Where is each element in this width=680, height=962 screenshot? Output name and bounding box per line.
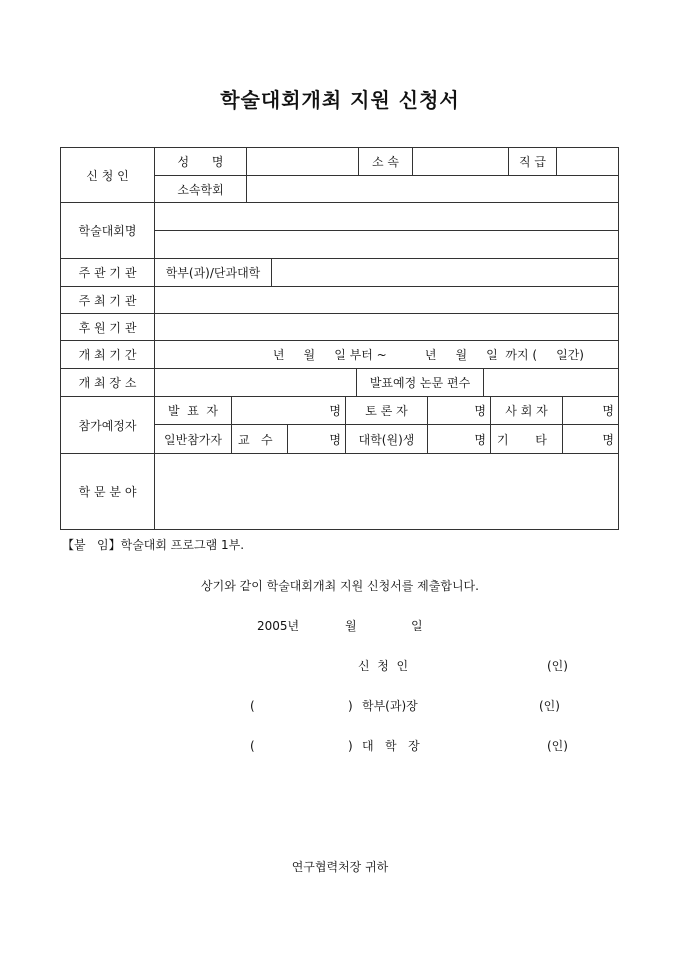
general-label: 일반참가자: [154, 424, 232, 454]
presenter-label: 발 표 자: [154, 396, 232, 425]
applicant-label: 신 청 인: [60, 147, 155, 203]
applicant-signature-label: 신 청 인: [358, 659, 409, 673]
students-count[interactable]: 명: [427, 424, 491, 454]
sponsor-field[interactable]: [154, 313, 619, 341]
papers-field[interactable]: [483, 368, 619, 397]
conference-name-label: 학술대회명: [60, 202, 155, 259]
statement: 상기와 같이 학술대회개최 지원 신청서를 제출합니다.: [201, 579, 479, 593]
moderator-label: 사 회 자: [490, 396, 563, 425]
professor-count[interactable]: 명: [287, 424, 346, 454]
dean-label: 대 학 장: [362, 739, 420, 753]
students-label: 대학(원)생: [345, 424, 428, 454]
date-year: 2005년: [257, 619, 300, 633]
field-label: 학 문 분 야: [60, 453, 155, 530]
venue-label: 개 최 장 소: [60, 368, 155, 397]
participants-label: 참가예정자: [60, 396, 155, 454]
dean-open-paren: (: [250, 739, 255, 753]
others-count[interactable]: 명: [562, 424, 619, 454]
date-day: 일: [411, 619, 423, 633]
rank-field[interactable]: [556, 147, 619, 176]
organizer-unit-label: 학부(과)/단과대학: [154, 258, 272, 287]
host-label: 주 최 기 관: [60, 286, 155, 314]
affiliation-label: 소 속: [358, 147, 413, 176]
society-label: 소속학회: [154, 175, 247, 203]
dept-close-paren: ): [348, 699, 353, 713]
field-input[interactable]: [154, 453, 619, 530]
document-title: 학술대회개최 지원 신청서: [220, 88, 460, 112]
addressee: 연구협력처장 귀하: [291, 860, 389, 874]
host-field[interactable]: [154, 286, 619, 314]
rank-label: 직 급: [508, 147, 557, 176]
dean-seal: (인): [547, 739, 568, 753]
venue-field[interactable]: [154, 368, 357, 397]
date-month: 월: [345, 619, 357, 633]
discussant-count[interactable]: 명: [427, 396, 491, 425]
attachment-note: 【붙 임】학술대회 프로그램 1부.: [62, 538, 245, 552]
name-field[interactable]: [246, 147, 359, 176]
affiliation-field[interactable]: [412, 147, 509, 176]
discussant-label: 토 론 자: [345, 396, 428, 425]
sponsor-label: 후 원 기 관: [60, 313, 155, 341]
conference-name-field-2[interactable]: [154, 230, 619, 259]
others-label: 기 타: [490, 424, 563, 454]
organizer-label: 주 관 기 관: [60, 258, 155, 287]
applicant-seal: (인): [547, 659, 568, 673]
dept-head-seal: (인): [539, 699, 560, 713]
dean-close-paren: ): [348, 739, 353, 753]
professor-label: 교 수: [231, 424, 288, 454]
organizer-field[interactable]: [271, 258, 619, 287]
conference-name-field-1[interactable]: [154, 202, 619, 231]
dept-open-paren: (: [250, 699, 255, 713]
society-field[interactable]: [246, 175, 619, 203]
dept-head-label: 학부(과)장: [362, 699, 418, 713]
papers-label: 발표예정 논문 편수: [356, 368, 484, 397]
moderator-count[interactable]: 명: [562, 396, 619, 425]
presenter-count[interactable]: 명: [231, 396, 346, 425]
name-label: 성 명: [154, 147, 247, 176]
period-field[interactable]: 년 월 일 부터 ~ 년 월 일 까지 ( 일간): [154, 340, 619, 369]
period-label: 개 최 기 간: [60, 340, 155, 369]
